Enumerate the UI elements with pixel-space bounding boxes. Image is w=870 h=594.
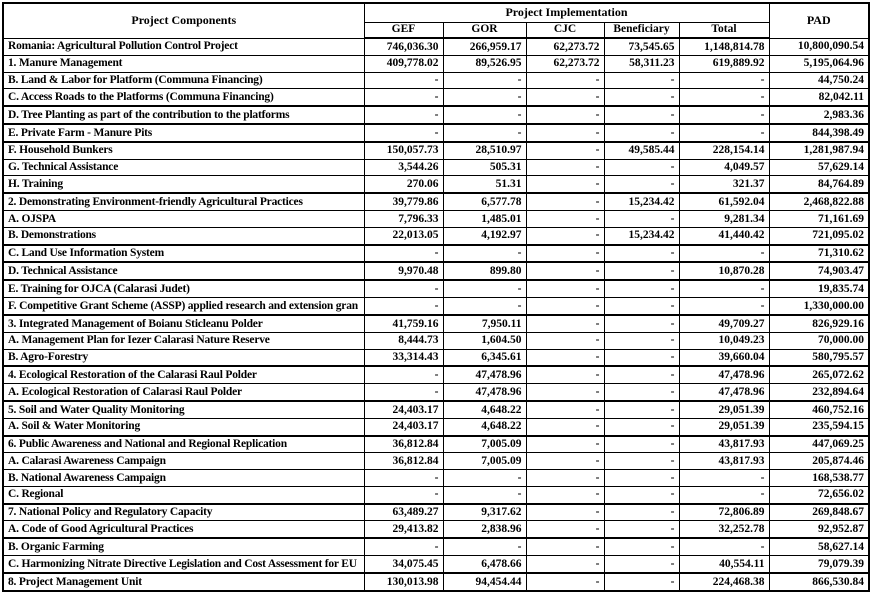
cell-beneficiary: - <box>604 211 679 228</box>
project-cost-table <box>2 2 870 592</box>
cell-gef: - <box>364 245 443 263</box>
cell-pad: 205,874.46 <box>769 453 869 470</box>
cell-cjc: - <box>526 262 604 280</box>
cell-pad: 232,894.64 <box>769 384 869 401</box>
cell-cjc: - <box>526 470 604 487</box>
table-row <box>3 245 869 263</box>
table-row <box>3 436 869 453</box>
column-header-project-components: Project Components <box>3 3 364 38</box>
cell-pad: 580,795.57 <box>769 349 869 366</box>
component-label: F. Competitive Grant Scheme (ASSP) applied research and extension gran <box>3 298 364 315</box>
table-row <box>3 72 869 89</box>
cell-total: - <box>679 89 769 106</box>
cell-gor: 28,510.97 <box>443 142 526 159</box>
cell-beneficiary: - <box>604 106 679 124</box>
cell-gor: 6,345.61 <box>443 349 526 366</box>
cell-total: 61,592.04 <box>679 193 769 210</box>
cell-gef: 36,812.84 <box>364 453 443 470</box>
cell-total: 47,478.96 <box>679 366 769 383</box>
cell-gef: - <box>364 486 443 503</box>
cell-beneficiary: 15,234.42 <box>604 227 679 244</box>
cell-cjc: - <box>526 315 604 332</box>
table-row <box>3 315 869 332</box>
cell-gor: 6,577.78 <box>443 193 526 210</box>
cell-beneficiary: 15,234.42 <box>604 193 679 210</box>
component-label: C. Access Roads to the Platforms (Communa Financing) <box>3 89 364 106</box>
component-label: A. Code of Good Agricultural Practices <box>3 521 364 538</box>
cell-cjc: - <box>526 176 604 193</box>
cell-pad: 265,072.62 <box>769 366 869 383</box>
cell-pad: 79,079.39 <box>769 556 869 573</box>
table-row <box>3 298 869 315</box>
cell-gor: 6,478.66 <box>443 556 526 573</box>
cell-beneficiary: - <box>604 418 679 435</box>
cell-gor: - <box>443 486 526 503</box>
table-row <box>3 142 869 159</box>
component-label: G. Technical Assistance <box>3 159 364 176</box>
cell-total: 9,281.34 <box>679 211 769 228</box>
table-row <box>3 124 869 142</box>
cell-gef: 150,057.73 <box>364 142 443 159</box>
cell-gef: - <box>364 538 443 555</box>
cell-cjc: - <box>526 280 604 297</box>
cell-gor: - <box>443 124 526 142</box>
cell-total: 321.37 <box>679 176 769 193</box>
cell-gor: 51.31 <box>443 176 526 193</box>
cell-beneficiary: - <box>604 262 679 280</box>
cell-gef: 63,489.27 <box>364 504 443 521</box>
cell-gor: - <box>443 280 526 297</box>
cell-beneficiary: - <box>604 315 679 332</box>
component-label: 3. Integrated Management of Boianu Sticleanu Polder <box>3 315 364 332</box>
cell-gor: - <box>443 89 526 106</box>
cell-pad: 92,952.87 <box>769 521 869 538</box>
cell-total: 10,870.28 <box>679 262 769 280</box>
table-row <box>3 538 869 555</box>
table-row <box>3 366 869 383</box>
header-band-row <box>3 3 869 22</box>
cell-beneficiary: - <box>604 401 679 418</box>
component-label: H. Training <box>3 176 364 193</box>
cell-pad: 447,069.25 <box>769 436 869 453</box>
cell-total: 228,154.14 <box>679 142 769 159</box>
cell-gef: 9,970.48 <box>364 262 443 280</box>
table-row <box>3 280 869 297</box>
cell-pad: 235,594.15 <box>769 418 869 435</box>
cell-gef: 8,444.73 <box>364 332 443 349</box>
cell-total: 619,889.92 <box>679 55 769 72</box>
table-row <box>3 89 869 106</box>
cell-cjc: - <box>526 298 604 315</box>
cell-gor: 266,959.17 <box>443 38 526 55</box>
component-label: 2. Demonstrating Environment-friendly Agricultural Practices <box>3 193 364 210</box>
cell-cjc: - <box>526 486 604 503</box>
component-label: 7. National Policy and Regulatory Capacity <box>3 504 364 521</box>
cell-gor: - <box>443 298 526 315</box>
cell-pad: 460,752.16 <box>769 401 869 418</box>
cell-beneficiary: - <box>604 436 679 453</box>
cell-gef: 7,796.33 <box>364 211 443 228</box>
cell-cjc: - <box>526 142 604 159</box>
component-label: A. Soil & Water Monitoring <box>3 418 364 435</box>
table-row <box>3 193 869 210</box>
cell-pad: 2,468,822.88 <box>769 193 869 210</box>
cell-beneficiary: 58,311.23 <box>604 55 679 72</box>
cell-gef: - <box>364 280 443 297</box>
cell-pad: 57,629.14 <box>769 159 869 176</box>
cell-gef: - <box>364 384 443 401</box>
cell-total: - <box>679 72 769 89</box>
column-header-gor: GOR <box>443 22 526 38</box>
cell-gef: 409,778.02 <box>364 55 443 72</box>
cell-gor: 7,005.09 <box>443 436 526 453</box>
column-group-header-project-implementation: Project Implementation <box>364 3 769 22</box>
cell-gef: - <box>364 366 443 383</box>
table-row <box>3 262 869 280</box>
component-label: E. Private Farm - Manure Pits <box>3 124 364 142</box>
cell-gef: 39,779.86 <box>364 193 443 210</box>
cell-gef: 130,013.98 <box>364 573 443 591</box>
component-label: B. National Awareness Campaign <box>3 470 364 487</box>
cell-pad: 1,281,987.94 <box>769 142 869 159</box>
cell-gef: 34,075.45 <box>364 556 443 573</box>
cell-gef: - <box>364 72 443 89</box>
cell-gor: 899.80 <box>443 262 526 280</box>
cell-cjc: - <box>526 556 604 573</box>
cell-pad: 19,835.74 <box>769 280 869 297</box>
cell-pad: 71,161.69 <box>769 211 869 228</box>
cell-beneficiary: - <box>604 538 679 555</box>
table-row <box>3 349 869 366</box>
table-row <box>3 38 869 55</box>
component-label: C. Regional <box>3 486 364 503</box>
cell-beneficiary: - <box>604 504 679 521</box>
cell-gef: - <box>364 89 443 106</box>
cell-cjc: - <box>526 418 604 435</box>
component-label: A. Calarasi Awareness Campaign <box>3 453 364 470</box>
cell-beneficiary: - <box>604 366 679 383</box>
cell-cjc: 62,273.72 <box>526 55 604 72</box>
component-label: 1. Manure Management <box>3 55 364 72</box>
cell-gef: 41,759.16 <box>364 315 443 332</box>
cell-cjc: - <box>526 521 604 538</box>
cell-gor: 1,485.01 <box>443 211 526 228</box>
cell-total: 224,468.38 <box>679 573 769 591</box>
table-row <box>3 55 869 72</box>
table-row <box>3 227 869 244</box>
cell-cjc: - <box>526 573 604 591</box>
table-row <box>3 486 869 503</box>
cell-gor: 47,478.96 <box>443 366 526 383</box>
cell-beneficiary: - <box>604 280 679 297</box>
cell-cjc: - <box>526 124 604 142</box>
cell-gef: - <box>364 298 443 315</box>
table-row <box>3 211 869 228</box>
cell-pad: 721,095.02 <box>769 227 869 244</box>
table-row <box>3 384 869 401</box>
component-label: B. Organic Farming <box>3 538 364 555</box>
cell-beneficiary: 49,585.44 <box>604 142 679 159</box>
cell-beneficiary: - <box>604 332 679 349</box>
table-row <box>3 573 869 591</box>
cell-cjc: - <box>526 504 604 521</box>
component-label: A. OJSPA <box>3 211 364 228</box>
cell-total: 43,817.93 <box>679 453 769 470</box>
cell-pad: 269,848.67 <box>769 504 869 521</box>
table-row <box>3 556 869 573</box>
cell-cjc: - <box>526 227 604 244</box>
table-row <box>3 106 869 124</box>
cell-cjc: - <box>526 453 604 470</box>
column-header-pad: PAD <box>769 3 869 38</box>
cell-gor: 94,454.44 <box>443 573 526 591</box>
cell-gor: 1,604.50 <box>443 332 526 349</box>
component-label: F. Household Bunkers <box>3 142 364 159</box>
cell-beneficiary: - <box>604 176 679 193</box>
table-row <box>3 470 869 487</box>
cell-beneficiary: - <box>604 72 679 89</box>
cell-pad: 1,330,000.00 <box>769 298 869 315</box>
cell-gef: 29,413.82 <box>364 521 443 538</box>
cell-beneficiary: - <box>604 124 679 142</box>
cell-beneficiary: - <box>604 298 679 315</box>
component-label: B. Demonstrations <box>3 227 364 244</box>
cell-pad: 74,903.47 <box>769 262 869 280</box>
cell-gef: - <box>364 124 443 142</box>
cell-beneficiary: - <box>604 486 679 503</box>
cell-cjc: 62,273.72 <box>526 38 604 55</box>
cell-cjc: - <box>526 538 604 555</box>
cell-pad: 168,538.77 <box>769 470 869 487</box>
cell-total: - <box>679 245 769 263</box>
cell-gor: - <box>443 106 526 124</box>
cell-beneficiary: - <box>604 89 679 106</box>
cell-pad: 71,310.62 <box>769 245 869 263</box>
table-row <box>3 521 869 538</box>
cell-beneficiary: - <box>604 245 679 263</box>
cell-gor: 2,838.96 <box>443 521 526 538</box>
cell-cjc: - <box>526 401 604 418</box>
cell-gef: 746,036.30 <box>364 38 443 55</box>
cell-total: - <box>679 486 769 503</box>
component-label: B. Land & Labor for Platform (Communa Financing) <box>3 72 364 89</box>
cell-beneficiary: 73,545.65 <box>604 38 679 55</box>
cell-cjc: - <box>526 211 604 228</box>
cell-gef: 3,544.26 <box>364 159 443 176</box>
cell-cjc: - <box>526 106 604 124</box>
cell-beneficiary: - <box>604 556 679 573</box>
component-label: 4. Ecological Restoration of the Calarasi Raul Polder <box>3 366 364 383</box>
cell-total: - <box>679 298 769 315</box>
cell-cjc: - <box>526 366 604 383</box>
cell-cjc: - <box>526 72 604 89</box>
component-label: D. Technical Assistance <box>3 262 364 280</box>
cell-gef: - <box>364 470 443 487</box>
cell-beneficiary: - <box>604 349 679 366</box>
cell-pad: 5,195,064.96 <box>769 55 869 72</box>
cell-gor: 9,317.62 <box>443 504 526 521</box>
cell-total: 49,709.27 <box>679 315 769 332</box>
cell-cjc: - <box>526 384 604 401</box>
cell-gor: 7,950.11 <box>443 315 526 332</box>
table-row <box>3 453 869 470</box>
cell-pad: 84,764.89 <box>769 176 869 193</box>
cell-beneficiary: - <box>604 159 679 176</box>
cell-total: 10,049.23 <box>679 332 769 349</box>
cell-beneficiary: - <box>604 384 679 401</box>
cell-pad: 44,750.24 <box>769 72 869 89</box>
table-header <box>3 3 869 38</box>
cell-total: 41,440.42 <box>679 227 769 244</box>
component-label: Romania: Agricultural Pollution Control Project <box>3 38 364 55</box>
column-header-cjc: CJC <box>526 22 604 38</box>
cell-cjc: - <box>526 193 604 210</box>
cell-beneficiary: - <box>604 521 679 538</box>
cell-gor: 4,648.22 <box>443 401 526 418</box>
cell-pad: 82,042.11 <box>769 89 869 106</box>
cell-total: 29,051.39 <box>679 401 769 418</box>
cell-total: 1,148,814.78 <box>679 38 769 55</box>
cell-gor: 4,192.97 <box>443 227 526 244</box>
cell-total: 72,806.89 <box>679 504 769 521</box>
component-label: A. Management Plan for Iezer Calarasi Nature Reserve <box>3 332 364 349</box>
cell-gef: 22,013.05 <box>364 227 443 244</box>
table-row <box>3 401 869 418</box>
component-label: 5. Soil and Water Quality Monitoring <box>3 401 364 418</box>
component-label: D. Tree Planting as part of the contribution to the platforms <box>3 106 364 124</box>
cell-pad: 70,000.00 <box>769 332 869 349</box>
component-label: B. Agro-Forestry <box>3 349 364 366</box>
cell-total: 29,051.39 <box>679 418 769 435</box>
cell-total: 32,252.78 <box>679 521 769 538</box>
cell-beneficiary: - <box>604 573 679 591</box>
cell-total: 43,817.93 <box>679 436 769 453</box>
cell-gor: - <box>443 72 526 89</box>
component-label: 8. Project Management Unit <box>3 573 364 591</box>
cell-total: 47,478.96 <box>679 384 769 401</box>
component-label: 6. Public Awareness and National and Regional Replication <box>3 436 364 453</box>
cell-pad: 10,800,090.54 <box>769 38 869 55</box>
cell-gor: 505.31 <box>443 159 526 176</box>
cell-total: - <box>679 124 769 142</box>
cell-gor: 47,478.96 <box>443 384 526 401</box>
cell-gef: 270.06 <box>364 176 443 193</box>
cell-gef: - <box>364 106 443 124</box>
table-row <box>3 332 869 349</box>
cell-total: - <box>679 470 769 487</box>
cell-gor: 89,526.95 <box>443 55 526 72</box>
cell-total: - <box>679 280 769 297</box>
component-label: C. Land Use Information System <box>3 245 364 263</box>
cell-total: - <box>679 106 769 124</box>
cell-total: - <box>679 538 769 555</box>
cell-total: 4,049.57 <box>679 159 769 176</box>
cell-total: 40,554.11 <box>679 556 769 573</box>
cell-pad: 826,929.16 <box>769 315 869 332</box>
cell-gef: 24,403.17 <box>364 418 443 435</box>
cell-beneficiary: - <box>604 453 679 470</box>
cell-gor: - <box>443 538 526 555</box>
cell-cjc: - <box>526 332 604 349</box>
cell-beneficiary: - <box>604 470 679 487</box>
table-row <box>3 176 869 193</box>
cell-gor: 4,648.22 <box>443 418 526 435</box>
cell-gor: - <box>443 245 526 263</box>
cell-total: 39,660.04 <box>679 349 769 366</box>
component-label: E. Training for OJCA (Calarasi Judet) <box>3 280 364 297</box>
cell-pad: 866,530.84 <box>769 573 869 591</box>
cell-pad: 2,983.36 <box>769 106 869 124</box>
column-header-total: Total <box>679 22 769 38</box>
column-header-gef: GEF <box>364 22 443 38</box>
cell-gef: 33,314.43 <box>364 349 443 366</box>
cell-cjc: - <box>526 245 604 263</box>
table-row <box>3 504 869 521</box>
table-row <box>3 418 869 435</box>
cell-pad: 72,656.02 <box>769 486 869 503</box>
component-label: A. Ecological Restoration of Calarasi Raul Polder <box>3 384 364 401</box>
cell-pad: 58,627.14 <box>769 538 869 555</box>
cell-gef: 36,812.84 <box>364 436 443 453</box>
cell-pad: 844,398.49 <box>769 124 869 142</box>
cell-cjc: - <box>526 436 604 453</box>
cell-gef: 24,403.17 <box>364 401 443 418</box>
cell-gor: - <box>443 470 526 487</box>
cell-cjc: - <box>526 89 604 106</box>
cell-gor: 7,005.09 <box>443 453 526 470</box>
cell-cjc: - <box>526 159 604 176</box>
cell-cjc: - <box>526 349 604 366</box>
column-header-beneficiary: Beneficiary <box>604 22 679 38</box>
table-body <box>3 38 869 591</box>
component-label: C. Harmonizing Nitrate Directive Legislation and Cost Assessment for EU <box>3 556 364 573</box>
table-row <box>3 159 869 176</box>
